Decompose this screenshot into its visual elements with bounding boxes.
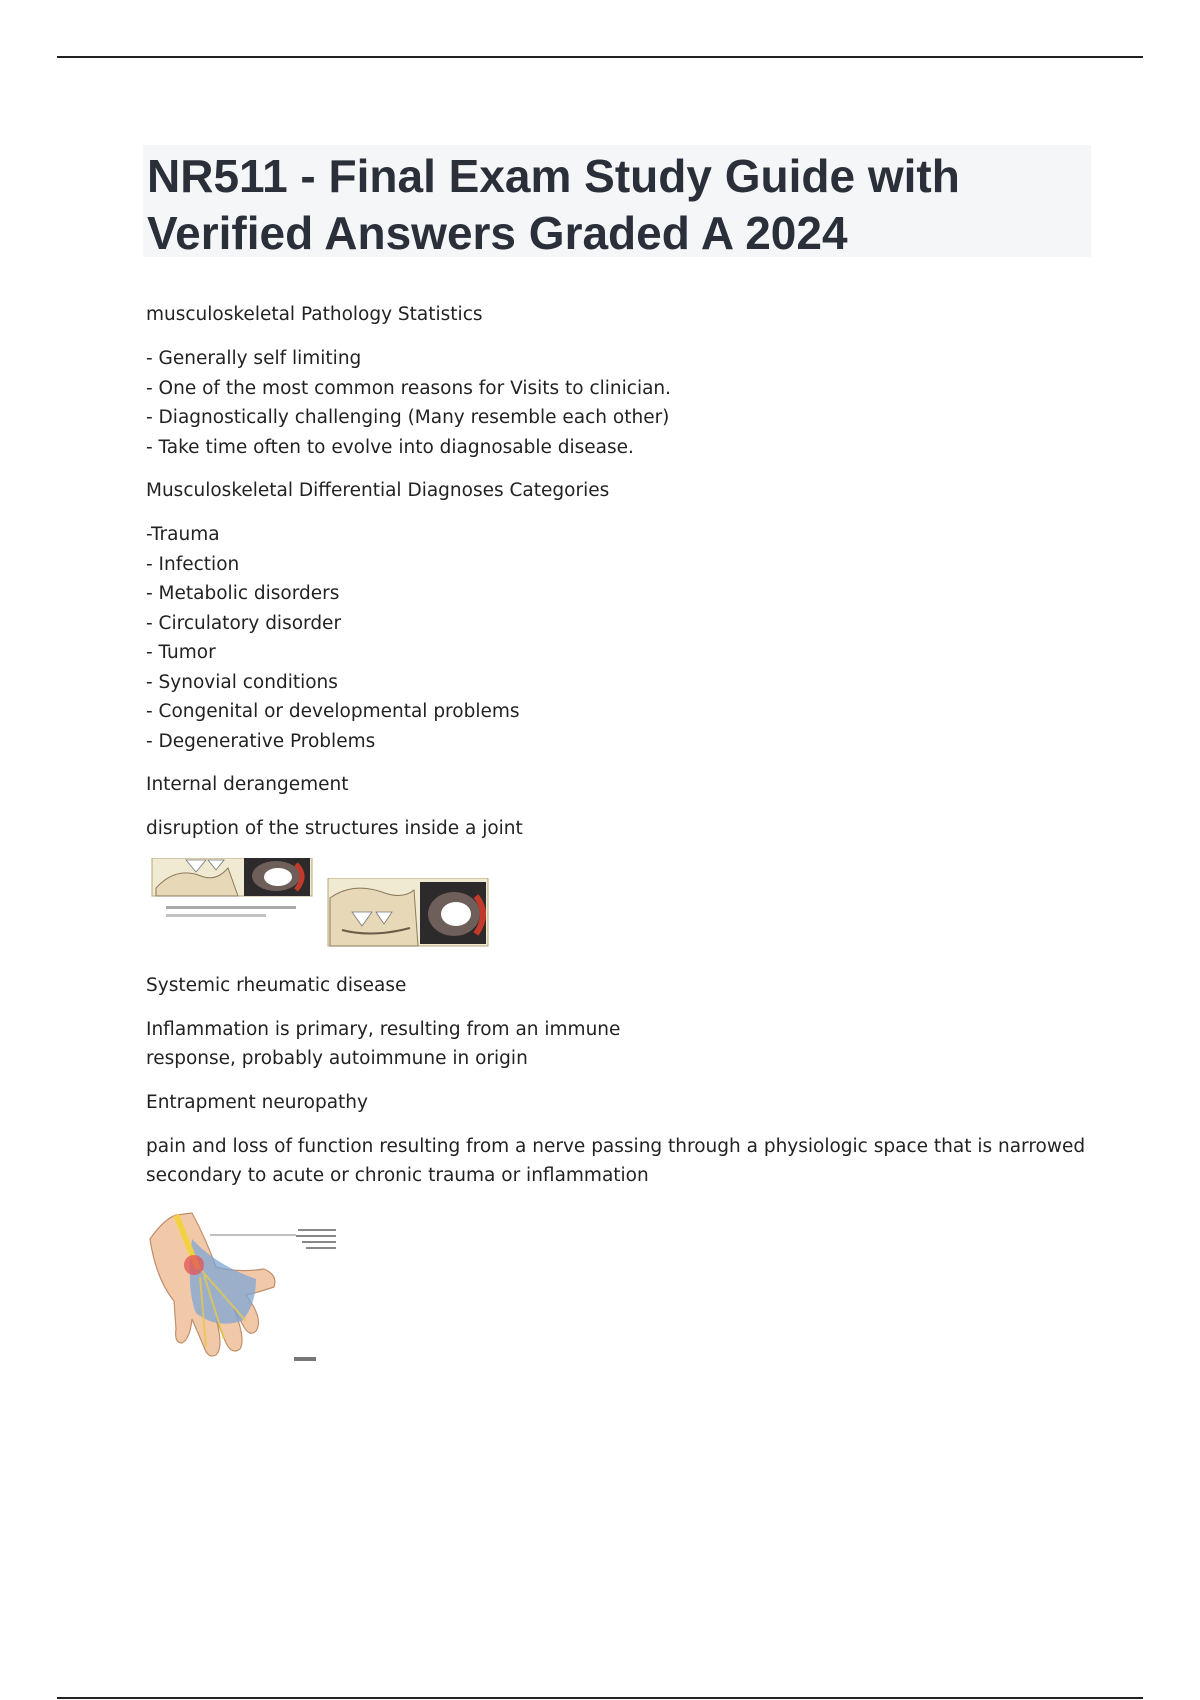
answer-line: response, probably autoimmune in origin bbox=[146, 1048, 528, 1069]
answer-line: - Degenerative Problems bbox=[146, 730, 376, 752]
answer-line: pain and loss of function resulting from a nerve passing through a physiologic space that is narrowed bbox=[146, 1135, 1086, 1157]
carpal-tunnel-hand-illustration bbox=[146, 1205, 1086, 1376]
question-entrapment-neuropathy: Entrapment neuropathy bbox=[146, 1091, 368, 1113]
answer-line: - Take time often to evolve into diagnosable disease. bbox=[146, 436, 634, 458]
answer-line: Inflammation is primary, resulting from an immune bbox=[146, 1018, 621, 1040]
study-guide-content bbox=[146, 300, 1086, 1394]
question-internal-derangement: Internal derangement bbox=[146, 774, 349, 795]
answer-internal-derangement bbox=[146, 814, 1086, 844]
answer-line: - Circulatory disorder bbox=[146, 612, 342, 634]
answer-line: - Generally self limiting bbox=[146, 348, 362, 369]
answer-line: - Congenital or developmental problems bbox=[146, 701, 520, 722]
bottom-rule bbox=[57, 1697, 1143, 1699]
answer-line: secondary to acute or chronic trauma or inflammation bbox=[146, 1165, 649, 1186]
question-pathology-statistics: musculoskeletal Pathology Statistics bbox=[146, 304, 483, 325]
answer-pathology-statistics bbox=[146, 344, 1086, 462]
top-rule bbox=[57, 56, 1143, 58]
title-line-1: NR511 - Final Exam Study Guide with bbox=[147, 150, 960, 202]
question-systemic-rheumatic: Systemic rheumatic disease bbox=[146, 974, 407, 996]
answer-line: - One of the most common reasons for Visits to clinician. bbox=[146, 377, 672, 399]
title-line-2: Verified Answers Graded A 2024 bbox=[147, 207, 848, 259]
jaw-joint-illustration bbox=[146, 858, 1086, 953]
document-title bbox=[147, 148, 1087, 262]
jaw-joint-image-bottom bbox=[322, 878, 492, 948]
hand-image bbox=[146, 1209, 341, 1371]
jaw-joint-image-top bbox=[146, 858, 316, 940]
answer-line: disruption of the structures inside a joint bbox=[146, 818, 523, 839]
answer-line: - Metabolic disorders bbox=[146, 583, 340, 604]
answer-line: - Synovial conditions bbox=[146, 671, 338, 693]
answer-differential-diagnoses bbox=[146, 520, 1086, 756]
answer-line: - Tumor bbox=[146, 642, 216, 663]
answer-entrapment-neuropathy bbox=[146, 1132, 1086, 1191]
question-differential-diagnoses: Musculoskeletal Differential Diagnoses Categories bbox=[146, 480, 610, 501]
answer-line: - Infection bbox=[146, 553, 240, 575]
answer-line: - Diagnostically challenging (Many resemble each other) bbox=[146, 407, 670, 428]
answer-line: -Trauma bbox=[146, 524, 220, 545]
answer-systemic-rheumatic bbox=[146, 1015, 1086, 1074]
